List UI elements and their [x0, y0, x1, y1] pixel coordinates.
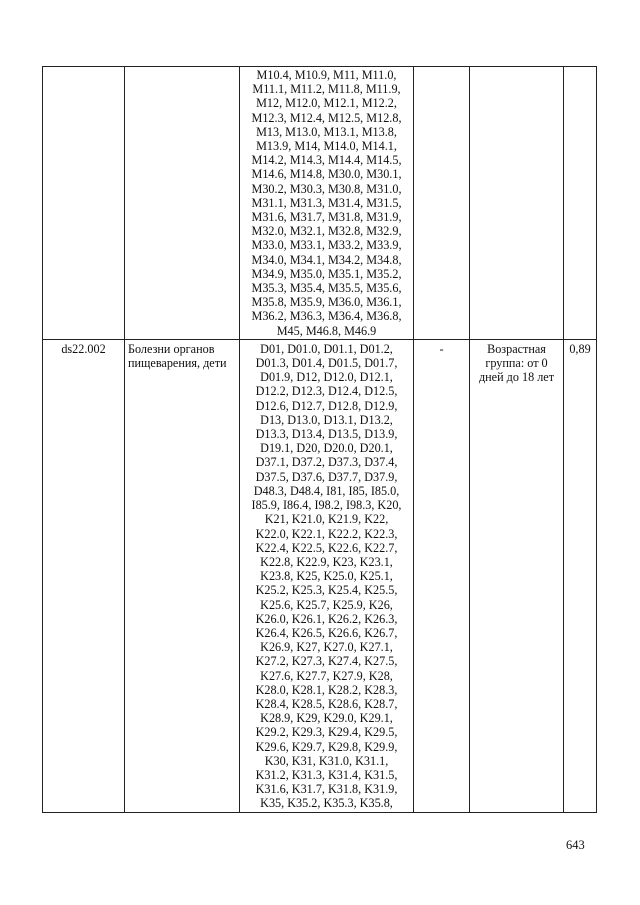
icd-code-line: K22.4, K22.5, K22.6, K22.7,	[255, 540, 398, 555]
icd-code-line: K23.8, K25, K25.0, K25.1,	[260, 569, 393, 584]
icd-code-line: D19.1, D20, D20.0, D20.1,	[260, 441, 393, 456]
icd-code-line: D12.2, D12.3, D12.4, D12.5,	[255, 384, 398, 399]
icd-code-line: K22.0, K22.1, K22.2, K22.3,	[255, 526, 398, 541]
icd-code-line: D13, D13.0, D13.1, D13.2,	[260, 412, 393, 427]
icd-code-line: K22.8, K22.9, K23, K23.1,	[260, 554, 393, 569]
icd-code-line: K31.6, K31.7, K31.8, K31.9,	[255, 782, 398, 797]
icd-code-line: M14.2, M14.3, M14.4, M14.5,	[251, 153, 402, 168]
icd-code-line: D01, D01.0, D01.1, D01.2,	[260, 341, 393, 356]
icd-code-line: M31.1, M31.3, M31.4, M31.5,	[251, 195, 402, 210]
icd-code-line: K21, K21.0, K21.9, K22,	[264, 512, 389, 527]
icd-code-line: M33.0, M33.1, M33.2, M33.9,	[251, 238, 402, 253]
icd-code-line: M34.9, M35.0, M35.1, M35.2,	[251, 266, 402, 281]
tariff-table	[42, 66, 597, 813]
icd-code-line: K35, K35.2, K35.3, K35.8,	[260, 796, 393, 811]
icd-code-line: M36.2, M36.3, M36.4, M36.8,	[251, 309, 402, 324]
icd-code-line: D13.3, D13.4, D13.5, D13.9,	[255, 427, 398, 442]
icd-code-line: K30, K31, K31.0, K31.1,	[264, 753, 389, 768]
icd-code-line: D01.3, D01.4, D01.5, D01.7,	[255, 356, 398, 371]
icd-code-line: M13.9, M14, M14.0, M14.1,	[256, 139, 397, 154]
icd-code-line: K29.6, K29.7, K29.8, K29.9,	[255, 739, 398, 754]
icd-code-line: M14.6, M14.8, M30.0, M30.1,	[251, 167, 402, 182]
age-criteria-cell: Возрастная группа: от 0 дней до 18 лет	[470, 339, 564, 812]
icd-code-line: M35.8, M35.9, M36.0, M36.1,	[251, 295, 402, 310]
icd-code-line: K27.2, K27.3, K27.4, K27.5,	[255, 654, 398, 669]
icd-code-line: D12.6, D12.7, D12.8, D12.9,	[255, 398, 398, 413]
icd-code-line: D37.5, D37.6, D37.7, D37.9,	[255, 469, 398, 484]
page-number: 643	[566, 838, 585, 852]
group-code-cell	[43, 67, 125, 340]
icd-code-line: M10.4, M10.9, M11, M11.0,	[256, 68, 397, 82]
group-code-cell: ds22.002	[43, 339, 125, 812]
icd-code-line: M32.0, M32.1, M32.8, M32.9,	[251, 224, 402, 239]
icd-codes-cell	[240, 339, 414, 812]
icd-code-line: K26.4, K26.5, K26.6, K26.7,	[255, 625, 398, 640]
icd-code-line: K31.2, K31.3, K31.4, K31.5,	[255, 767, 398, 782]
table-row	[43, 339, 597, 812]
icd-code-line: D48.3, D48.4, I81, I85, I85.0,	[253, 483, 400, 498]
icd-code-line: M34.0, M34.1, M34.2, M34.8,	[251, 252, 402, 267]
icd-code-line: M45, M46.8, M46.9	[276, 323, 377, 338]
coefficient-cell: 0,89	[564, 339, 597, 812]
icd-code-line: K27.6, K27.7, K27.9, K28,	[260, 668, 393, 683]
group-name-cell: Болезни органов пищеварения, дети	[125, 339, 240, 812]
icd-code-line: M30.2, M30.3, M30.8, M31.0,	[251, 181, 402, 196]
additional-criteria-cell	[414, 67, 470, 340]
icd-code-line: K28.4, K28.5, K28.6, K28.7,	[255, 696, 398, 711]
icd-code-line: D37.1, D37.2, D37.3, D37.4,	[255, 455, 398, 470]
icd-code-line: M13, M13.0, M13.1, M13.8,	[256, 124, 397, 139]
table-row	[43, 67, 597, 340]
icd-code-line: D01.9, D12, D12.0, D12.1,	[260, 370, 393, 385]
icd-code-line: M12, M12.0, M12.1, M12.2,	[256, 96, 397, 111]
icd-code-line: M11.1, M11.2, M11.8, M11.9,	[252, 82, 401, 97]
coefficient-cell	[564, 67, 597, 340]
icd-code-line: K29.2, K29.3, K29.4, K29.5,	[255, 725, 398, 740]
icd-code-line: K28.0, K28.1, K28.2, K28.3,	[255, 682, 398, 697]
icd-code-line: K25.2, K25.3, K25.4, K25.5,	[255, 583, 398, 598]
icd-code-line: K26.9, K27, K27.0, K27.1,	[260, 640, 393, 655]
icd-code-line: K26.0, K26.1, K26.2, K26.3,	[255, 611, 398, 626]
icd-code-line: M31.6, M31.7, M31.8, M31.9,	[251, 210, 402, 225]
icd-code-line: K28.9, K29, K29.0, K29.1,	[260, 711, 393, 726]
icd-code-line: K25.6, K25.7, K25.9, K26,	[260, 597, 393, 612]
icd-code-line: M12.3, M12.4, M12.5, M12.8,	[251, 110, 402, 125]
other-criteria-cell	[470, 67, 564, 340]
icd-code-line: I85.9, I86.4, I98.2, I98.3, K20,	[251, 498, 402, 513]
group-name-cell	[125, 67, 240, 340]
additional-criteria-cell: -	[414, 339, 470, 812]
icd-codes-cell	[240, 67, 414, 340]
icd-code-line: M35.3, M35.4, M35.5, M35.6,	[251, 281, 402, 296]
